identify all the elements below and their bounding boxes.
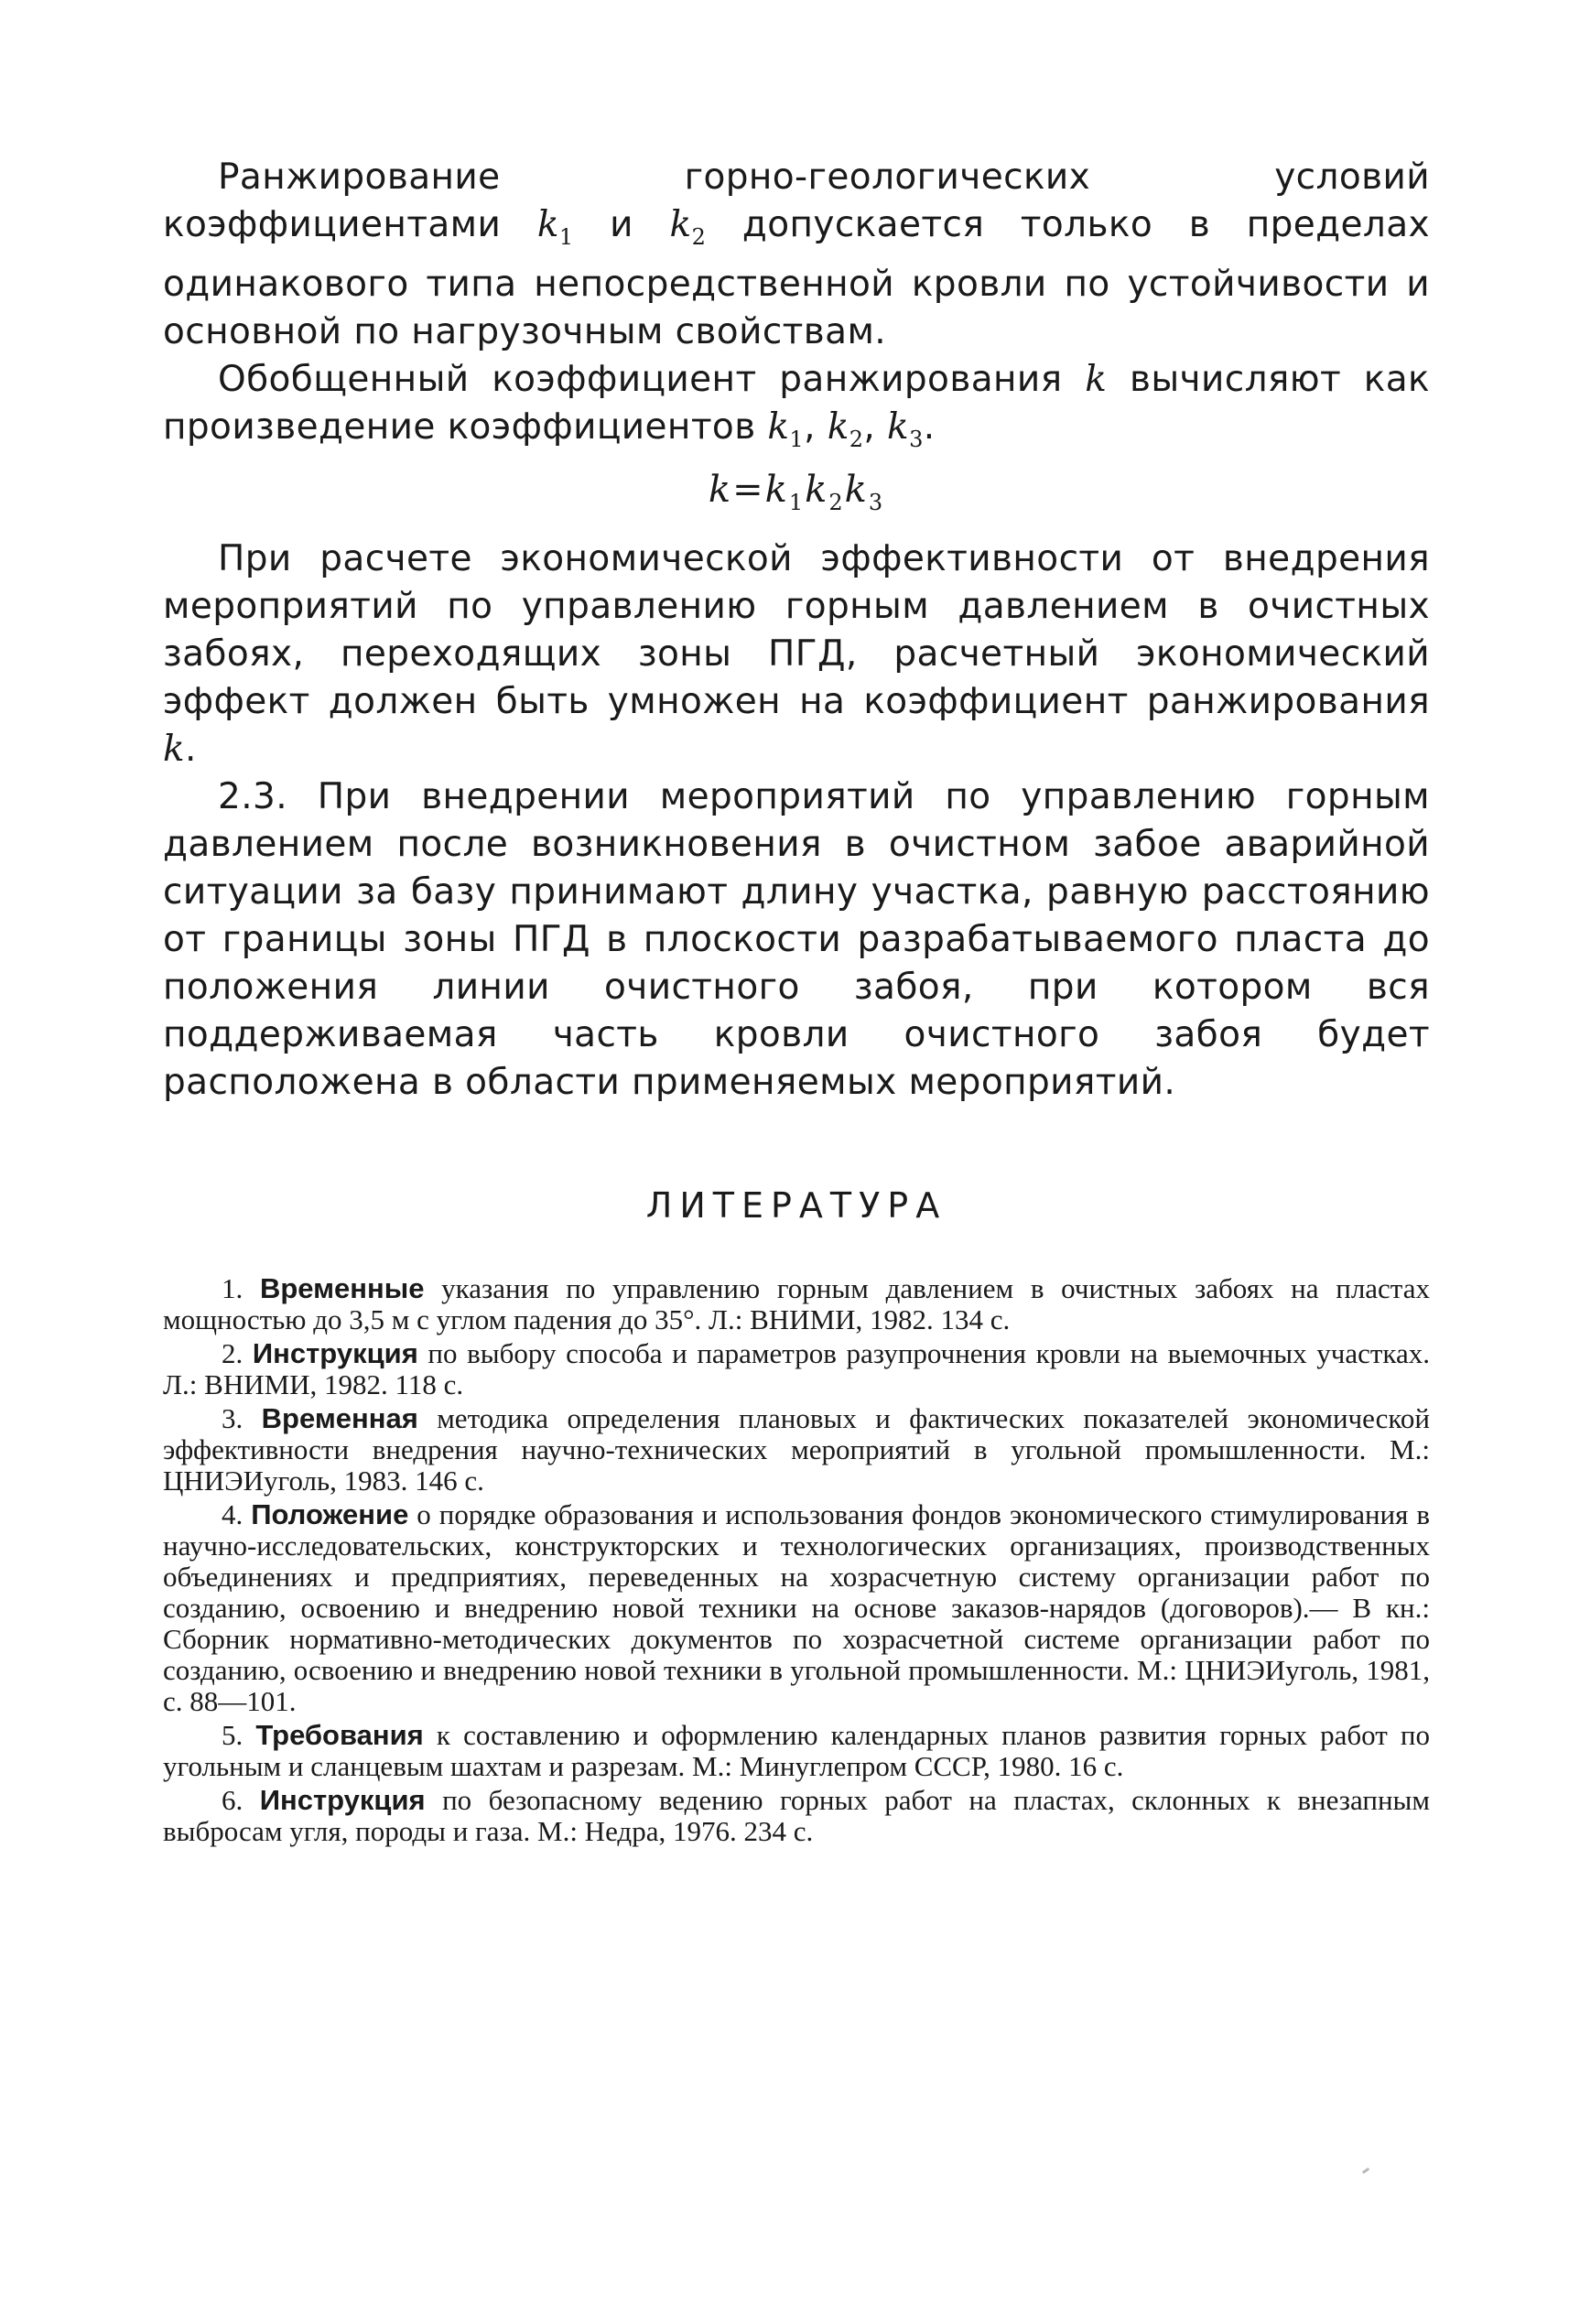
reference-list xyxy=(163,1273,1430,1847)
paragraph-text: Ранжирование горно-геологических условий коэффициентами xyxy=(163,157,1430,245)
formula: $k=k_1k_2k_3$ xyxy=(708,468,885,515)
paragraph-text: вычисляют как произведение коэффициентов xyxy=(163,358,1431,448)
coef-k: k xyxy=(1085,358,1108,400)
coef-k3: $k_3$ xyxy=(887,405,924,452)
paragraph-text: и xyxy=(573,204,670,245)
reference-item: 2. Инструкция по выбору способа и параметров разупрочнения кровли на выемочных участках. Л.: ВНИМИ, 1982. 118 с. xyxy=(163,1336,1430,1400)
reference-item: 3. Временная методика определения плановых и фактических показателей экономической эффективности внедрения научно-технических мероприятий в угольной промышленности. М.: ЦНИЭИуголь, 1983. 146 с. xyxy=(163,1401,1430,1497)
coef-k1: $k_1$ xyxy=(767,405,805,452)
paragraph-text: При расчете экономической эффективности от внедрения мероприятий по управлению горным давлением в очистных забоях, переходящих зоны ПГД, расчетный экономический эффект должен быть умножен на коэффициент ранжирования xyxy=(163,537,1430,722)
scan-mark xyxy=(1362,2167,1369,2174)
coef-k: k xyxy=(163,728,186,770)
paragraph-generalized-coef: Обобщенный коэффициент ранжирования k вычисляют как произведение коэффициентов $k_1$, $k_2$, $k_3$. xyxy=(163,358,1431,452)
coef-k1: $k_1$ xyxy=(536,204,574,250)
page-content xyxy=(163,154,1430,1850)
reference-item: 5. Требования к составлению и оформлению календарных планов развития горных работ по угольным и сланцевым шахтам и разрезам. М.: Минуглепром СССР, 1980. 16 с. xyxy=(163,1718,1430,1782)
literature-heading: ЛИТЕРАТУРА xyxy=(645,1184,947,1226)
coef-k2: $k_2$ xyxy=(669,204,707,250)
paragraph-economic-efficiency: При расчете экономической эффективности от внедрения мероприятий по управлению горным давлением в очистных забоях, переходящих зоны ПГД, расчетный экономический эффект должен быть умножен на коэффициент ранжирования k. xyxy=(163,537,1430,770)
paragraph-text: Обобщенный коэффициент ранжирования xyxy=(218,358,1086,400)
paragraph-ranking xyxy=(163,154,1430,356)
paragraph-2-3: 2.3. При внедрении мероприятий по управлению горным давлением после возникновения в очистном забое аварийной ситуации за базу принимают длину участка, равную расстоянию от границы зоны ПГД в плоскости разрабатываемого пласта до положения линии очистного забоя, при котором вся поддерживаемая часть кровли очистного забоя будет расположена в области применяемых мероприятий. xyxy=(163,775,1430,1103)
reference-item: 6. Инструкция по безопасному ведению горных работ на пластах, склонных к внезапным выбросам угля, породы и газа. М.: Недра, 1976. 234 с. xyxy=(163,1783,1430,1847)
paragraph-text: допускается только в пределах одинакового типа непосредственной кровли по устойчивости и основной по нагрузочным свойствам. xyxy=(163,204,1431,352)
reference-item: 4. Положение о порядке образования и использования фондов экономического стимулирования в научно-исследовательских, конструкторских и технологических организациях, производственных объединениях и предприятиях, переведенных на хозрасчетную систему организации работ по созданию, освоению и внедрению новой техники на основе заказов-нарядов (договоров).— В кн.: Сборник нормативно-методических документов по хозрасчетной системе организации работ по созданию, освоению и внедрению новой техники в угольной промышленности. М.: ЦНИЭИуголь, 1981, с. 88—101. xyxy=(163,1497,1430,1717)
reference-item: 1. Временные указания по управлению горным давлением в очистных забоях на пластах мощностью до 3,5 м с углом падения до 35°. Л.: ВНИМИ, 1982. 134 с. xyxy=(163,1271,1430,1335)
coef-k2: $k_2$ xyxy=(827,405,864,452)
